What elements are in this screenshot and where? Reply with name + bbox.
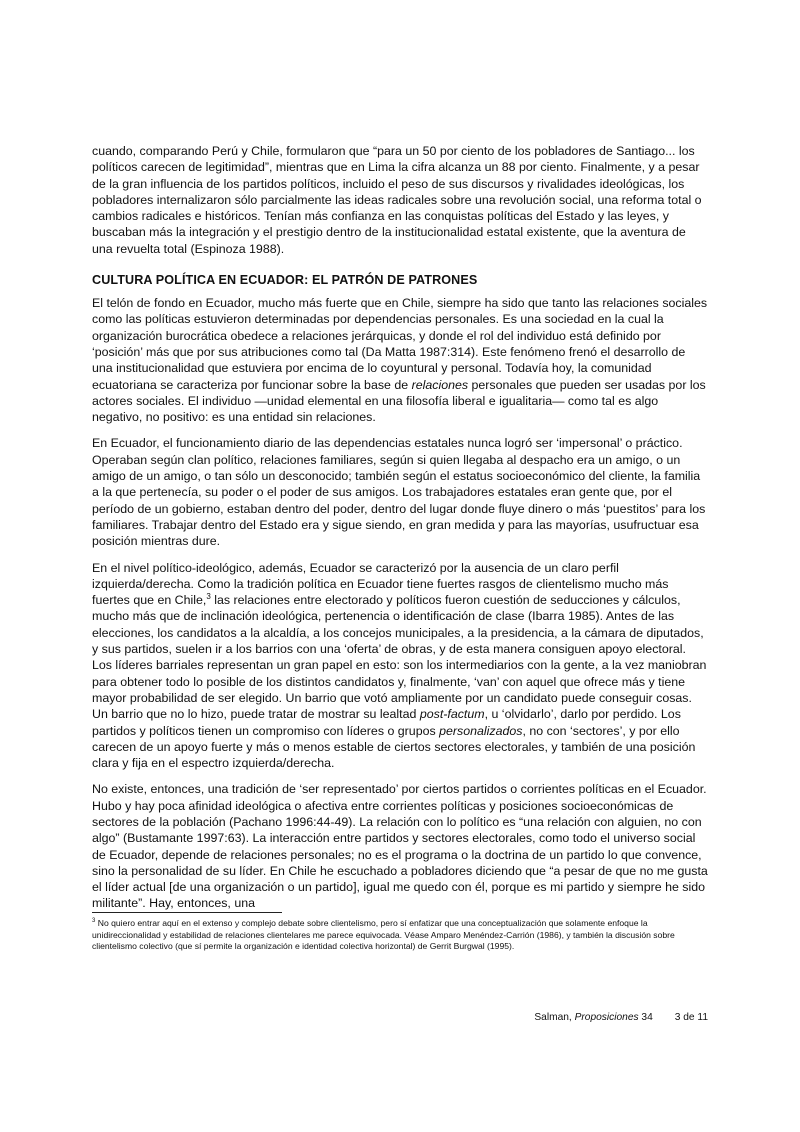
paragraph-4-text-d: , no con ‘sectores’, y por ello carecen de un apoyo fuerte y más o menos estable de ciertos sectores electorales, y también de una posición clara y fija en el espectro izquierda/derecha. [92, 723, 696, 771]
body-text [92, 143, 708, 925]
footnote-number: 3 [92, 918, 96, 925]
paragraph-2-emphasis: relaciones [411, 377, 469, 392]
paragraph-5: No existe, entonces, una tradición de ‘ser representado’ por ciertos partidos o corrientes políticas en el Ecuador. Hubo y hay poca afinidad ideológica o afectiva entre corrientes políticas y posiciones socioeconómicas de sectores de la población (Pachano 1996:44-49). La relación con lo político es “una relación con alguien, no con algo” (Bustamante 1997:63). La interacción entre partidos y sectores electorales, como todo el universo social de Ecuador, depende de relaciones personales; no es el programa o la doctrina de un partido lo que convence, sino la personalidad de su líder. En Chile he escuchado a pobladores diciendo que “a pesar de que no me gusta el líder actual [de una organización o un partido], igual me quedo con él, porque es mi partido y siempre he sido militante”. Hay, entonces, una [92, 782, 708, 911]
footer-author: Salman, [534, 1012, 575, 1023]
paragraph-1: cuando, comparando Perú y Chile, formularon que “para un 50 por ciento de los pobladores de Santiago... los políticos carecen de legitimidad”, mientras que en Lima la cifra alcanza un 88 por ciento. Finalmente, y a pesar de la gran influencia de los partidos políticos, incluido el peso de sus discursos y rivalidades ideológicas, los pobladores internalizaron sólo parcialmente las ideas radicales sobre una revolución social, una reforma total o cambios radicales e históricos. Tenían más confianza en las conquistas políticas del Estado y las leyes, y buscaban más la integración y el prestigio dentro de la institucionalidad estatal existente, que la aventura de una revuelta total (Espinoza 1988). [92, 144, 702, 256]
section-heading: CULTURA POLÍTICA EN ECUADOR: EL PATRÓN DE PATRONES [92, 273, 478, 288]
paragraph-4-emphasis-1: post-factum [419, 707, 485, 722]
page-footer [534, 1012, 708, 1023]
paragraph-2-text-a: El telón de fondo en Ecuador, mucho más fuerte que en Chile, siempre ha sido que tanto las relaciones sociales como las políticas estuvieron determinadas por dependencias personales. Es una sociedad en la cual la organización burocrática obedece a relaciones jerárquicas, y donde el rol del individuo está definido por ‘posición’ más que por sus atribuciones como tal (Da Matta 1987:314). Este fenómeno frenó el desarrollo de una institucionalidad que estuviera por encima de lo coyuntural y personal. Todavía hoy, la comunidad ecuatoriana se caracteriza por funcionar sobre la base de [92, 296, 708, 392]
paragraph-2-text-b: personales que pueden ser usadas por los actores sociales. El individuo —unidad elemental en una filosofía liberal e igualitaria— como tal es algo negativo, no positivo: es una entidad sin relaciones. [92, 377, 706, 425]
paragraph-4-emphasis-2: personalizados [439, 723, 523, 738]
footnote-text: No quiero entrar aquí en el extenso y complejo debate sobre clientelismo, pero sí enfatizar que una conceptualización que solamente enfoque la unidireccionalidad y estabilidad de relaciones clientelares me parece equivocada. Véase Amparo Menéndez-Carrión (1986), y también la discusión sobre clientelismo colectivo (que sí permite la organización e identidad colectiva horizontal) de Gerrit Burgwal (1995). [92, 918, 675, 952]
footnote [92, 918, 708, 953]
paragraph-4-text-c: , u ‘olvidarlo’, darlo por perdido. Los partidos y políticos tienen un compromiso con líderes o grupos [92, 707, 681, 738]
paragraph-3: En Ecuador, el funcionamiento diario de las dependencias estatales nunca logró ser ‘impersonal’ o práctico. Operaban según clan político, relaciones familiares, según si quien llegaba al despacho era un amigo, o un amigo de un amigo, o tan sólo un desconocido; también según el estatus socioeconómico del cliente, la familia a la que pertenecía, su poder o el poder de sus amigos. Los trabajadores estatales eran gente que, por el período de un gobierno, estaban dentro del poder, dentro del lugar donde fluye dinero o más ‘puestitos’ para los familiares. Trabajar dentro del Estado era y sigue siendo, en gran medida y para las mayorías, usufructuar esa posición mientras dure. [92, 436, 706, 549]
footer-journal: Proposiciones [574, 1012, 639, 1023]
paragraph-4-text-b: las relaciones entre electorado y políticos fueron cuestión de seducciones y cálculos, mucho más que de inclinación ideológica, pertenencia o identificación de clase (Ibarra 1985). Antes de las elecciones, los candidatos a la alcaldía, a los concejos municipales, a la presidencia, a la cámara de diputados, y sus partidos, suelen ir a los barrios con una ‘oferta’ de obras, y de esta manera consiguen apoyo electoral. Los líderes barriales representan un gran papel en esto: son los intermediarios con la gente, a la vez maniobran para obtener todo lo posible de los distintos candidatos y, finalmente, ‘van’ con aquel que ofrece más y tiene mayor probabilidad de ser elegido. Un barrio que votó ampliamente por un candidato puede conseguir cosas. Un barrio que no lo hizo, puede tratar de mostrar su lealtad [92, 593, 707, 722]
paragraph-4-text-a: En el nivel político-ideológico, además, Ecuador se caracterizó por la ausencia de un claro perfil izquierda/derecha. Como la tradición política en Ecuador tiene fuertes rasgos de clientelismo mucho más fuertes que en Chile, [92, 560, 669, 608]
footer-issue: 34 [638, 1012, 653, 1023]
page-number: 3 de 11 [674, 1012, 708, 1023]
footnote-reference[interactable]: 3 [206, 592, 211, 601]
paragraph-4 [92, 560, 708, 772]
paragraph-2 [92, 295, 708, 425]
footnote-divider [92, 912, 282, 913]
